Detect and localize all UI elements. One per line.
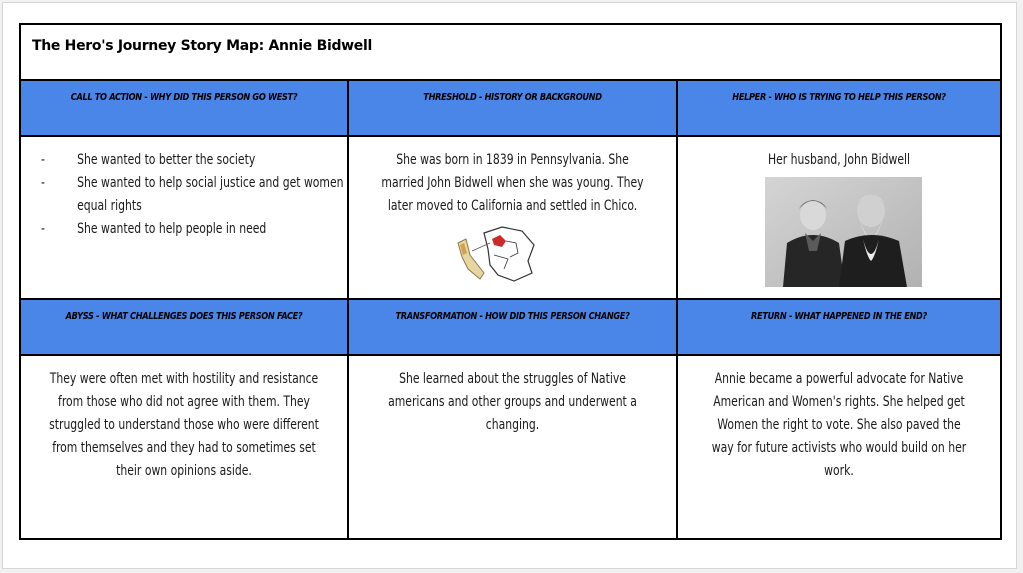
- threshold-text: She was born in 1839 in Pennsylvania. She married John Bidwell when she was young. They later moved to California and settled in Chico.: [381, 152, 644, 214]
- california-map-image: [454, 225, 546, 285]
- header-return-label: RETURN - WHAT HAPPENED IN THE END?: [751, 311, 927, 322]
- header-helper-label: HELPER - WHO IS TRYING TO HELP THIS PERSON?: [732, 92, 946, 103]
- list-item: - She wanted to help people in need: [41, 221, 267, 237]
- header-abyss: [21, 300, 349, 356]
- cell-transformation: [349, 356, 678, 538]
- cell-helper: [678, 137, 1000, 300]
- header-transformation: [349, 300, 678, 356]
- return-text: Annie became a powerful advocate for Native American and Women's rights. She helped get Women the right to vote. She also paved the way for future activists who would build on her work.: [711, 371, 967, 479]
- header-helper: [678, 81, 1000, 137]
- cell-call-to-action: [21, 137, 349, 300]
- list-item: - She wanted to better the society: [41, 152, 256, 168]
- story-map-table: [19, 23, 1002, 540]
- header-threshold-label: THRESHOLD - HISTORY OR BACKGROUND: [423, 92, 602, 103]
- header-threshold: [349, 81, 678, 137]
- header-return: [678, 300, 1000, 356]
- header-call-to-action: [21, 81, 349, 137]
- header-transformation-label: TRANSFORMATION - HOW DID THIS PERSON CHANGE?: [395, 311, 630, 322]
- transformation-text: She learned about the struggles of Native americans and other groups and underwent a changing.: [388, 371, 637, 433]
- abyss-text: They were often met with hostility and resistance from those who did not agree with them. They struggled to understand those who were different from themselves and they had to sometimes set their own opinions aside.: [49, 371, 319, 479]
- page-title: The Hero's Journey Story Map: Annie Bidwell: [32, 38, 372, 54]
- cell-return: [678, 356, 1000, 538]
- title-row: [21, 25, 1000, 81]
- call-to-action-list: [41, 149, 344, 241]
- helper-text: Her husband, John Bidwell: [767, 152, 911, 168]
- cell-threshold: [349, 137, 678, 300]
- slide: [2, 2, 1017, 569]
- bidwell-photo: [765, 177, 922, 287]
- cell-abyss: [21, 356, 349, 538]
- header-abyss-label: ABYSS - WHAT CHALLENGES DOES THIS PERSON FACE?: [65, 311, 303, 322]
- header-call-to-action-label: CALL TO ACTION - WHY DID THIS PERSON GO WEST?: [70, 92, 298, 103]
- list-item: - She wanted to help social justice and get women equal rights: [41, 175, 344, 214]
